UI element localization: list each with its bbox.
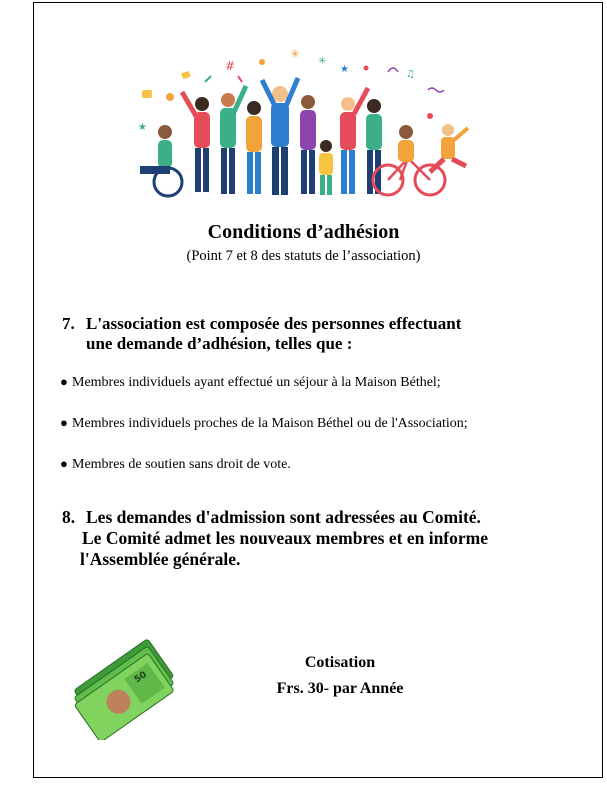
point-7-number: 7. [62,314,75,333]
bullet-item [60,374,441,391]
point-8 [62,507,582,570]
bullet-icon: ● [60,374,68,389]
svg-text:★: ★ [138,122,147,133]
point-7 [62,314,572,354]
svg-text:#: # [225,59,236,73]
bullet-item [60,456,291,473]
svg-text:✳: ✳ [290,47,301,61]
cotisation-amount: Frs. 30- par Année [276,680,404,697]
banknotes-icon [70,630,180,740]
banknote-value: 50 [132,669,149,686]
svg-text:★: ★ [340,64,349,75]
bullet-item [60,415,468,432]
cotisation-label: Cotisation [304,654,376,671]
point-8-line-2: Le Comité admet les nouveaux membres et en informe [82,528,488,548]
point-7-line-1: L'association est composée des personnes effectuant [86,314,462,333]
page-subtitle: (Point 7 et 8 des statuts de l’association) [186,248,421,264]
bullet-text: Membres de soutien sans droit de vote. [72,457,291,472]
point-7-line-2: une demande d’adhésion, telles que : [86,334,353,353]
crowd-illustration [130,42,475,200]
point-8-number: 8. [62,507,76,527]
svg-text:♫: ♫ [406,69,415,80]
bullet-text: Membres individuels proches de la Maison Béthel ou de l'Association; [72,416,468,431]
bullet-icon: ● [60,456,68,471]
page-title: Conditions d’adhésion [207,221,400,243]
svg-text:✳: ✳ [318,56,327,67]
point-8-line-1: Les demandes d'admission sont adressées au Comité. [86,507,481,527]
point-8-line-3: l'Assemblée générale. [80,549,241,569]
people-group [140,78,468,196]
bullet-text: Membres individuels ayant effectué un séjour à la Maison Béthel; [72,375,441,390]
bullet-icon: ● [60,415,68,430]
